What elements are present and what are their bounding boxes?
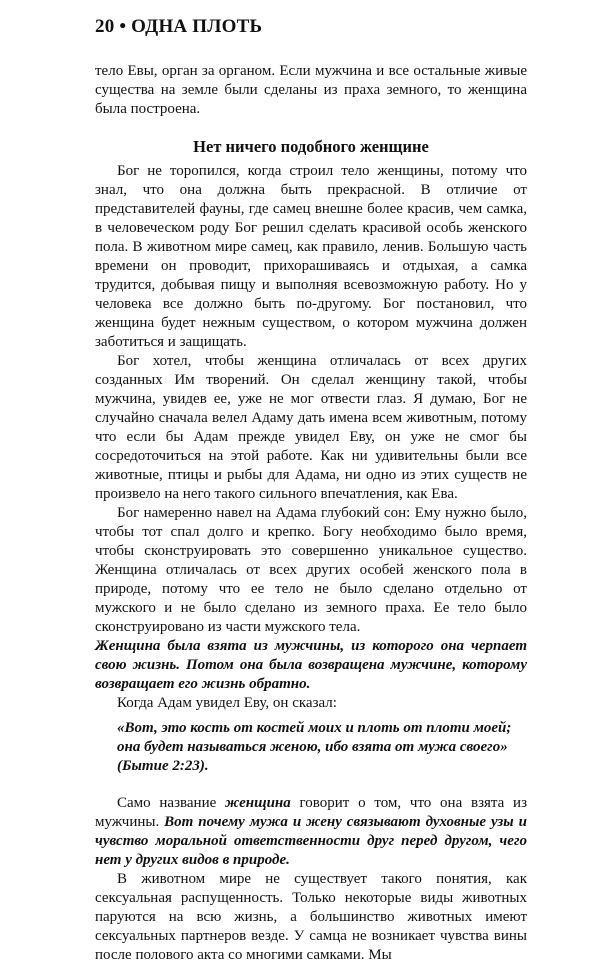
paragraph-intro: тело Евы, орган за органом. Если мужчина и все остальные живые существа на земле были сделаны из праха земного, то женщина была построена. [95, 63, 527, 117]
p6-term: женщина [225, 795, 291, 811]
p6-emphasis: Вот почему мужа и жену связывают духовные узы и чувство моральной ответственности друг перед другом, чего нет у других видов в природе. [95, 814, 527, 868]
paragraph-5: Когда Адам увидел Еву, он сказал: [117, 695, 337, 711]
paragraph-3: Бог намеренно навел на Адама глубокий сон: Ему нужно было, чтобы тот спал долго и крепко. Богу необходимо было время, чтобы сконструировать это совершенно уникальное существо. Женщина отличалась от всех других особей женского пола в природе, потому что ее тело не было сделано отдельно от мужского и не было сделано из земного праха. Ее тело было сконструировано из части мужского тела. [95, 505, 527, 635]
paragraph-emphasis: Женщина была взята из мужчины, из которого она черпает свою жизнь. Потом она была возвращена мужчине, которому возвращает его жизнь обратно. [95, 638, 527, 692]
scripture-quote: «Вот, это кость от костей моих и плоть от плоти моей; она будет называться женою, ибо взята от мужа своего» (Бытие 2:23). [117, 720, 512, 774]
p6-text-a: Само название [117, 795, 226, 811]
running-head: 20 • ОДНА ПЛОТЬ [95, 16, 263, 37]
section-heading: Нет ничего подобного женщине [193, 137, 429, 156]
paragraph-7: В животном мире не существует такого понятия, как сексуальная распущенность. Только некоторые виды животных паруются на всю жизнь, а большинство животных имеют сексуальных партнеров везде. У самца не возникает чувства вины после полового акта со многими самками. Мы [95, 871, 527, 963]
paragraph-6 [95, 794, 527, 870]
paragraph-1: Бог не торопился, когда строил тело женщины, потому что знал, что она должна быть прекрасной. В отличие от представителей фауны, где самец внешне более красив, чем самка, в человеческом роду Бог решил сделать красивой особь женского пола. В животном мире самец, как правило, ленив. Большую часть времени он проводит, прихорашиваясь и отдыхая, а самка трудится, добывая пищу и выполняя всевозможную работу. Но у человека все должно быть по-другому. Бог постановил, что женщина будет нежным существом, о котором мужчина должен заботиться и защищать. [95, 163, 527, 350]
body-text [95, 62, 527, 965]
p6-text-c: говорит о том, что она взята из мужчины. [95, 795, 527, 830]
paragraph-2: Бог хотел, чтобы женщина отличалась от всех других созданных Им творений. Он сделал женщину такой, чтобы мужчина, увидев ее, уже не мог отвести глаз. Я думаю, Бог не случайно сначала велел Адаму дать имена всем животным, потому что если бы Адам прежде увидел Еву, он уже не смог бы сосредоточиться на этой работе. Как ни удивительны были все животные, птицы и рыбы для Адама, ни одно из этих существ не произвело на него такого сильного впечатления, как Ева. [95, 353, 527, 502]
